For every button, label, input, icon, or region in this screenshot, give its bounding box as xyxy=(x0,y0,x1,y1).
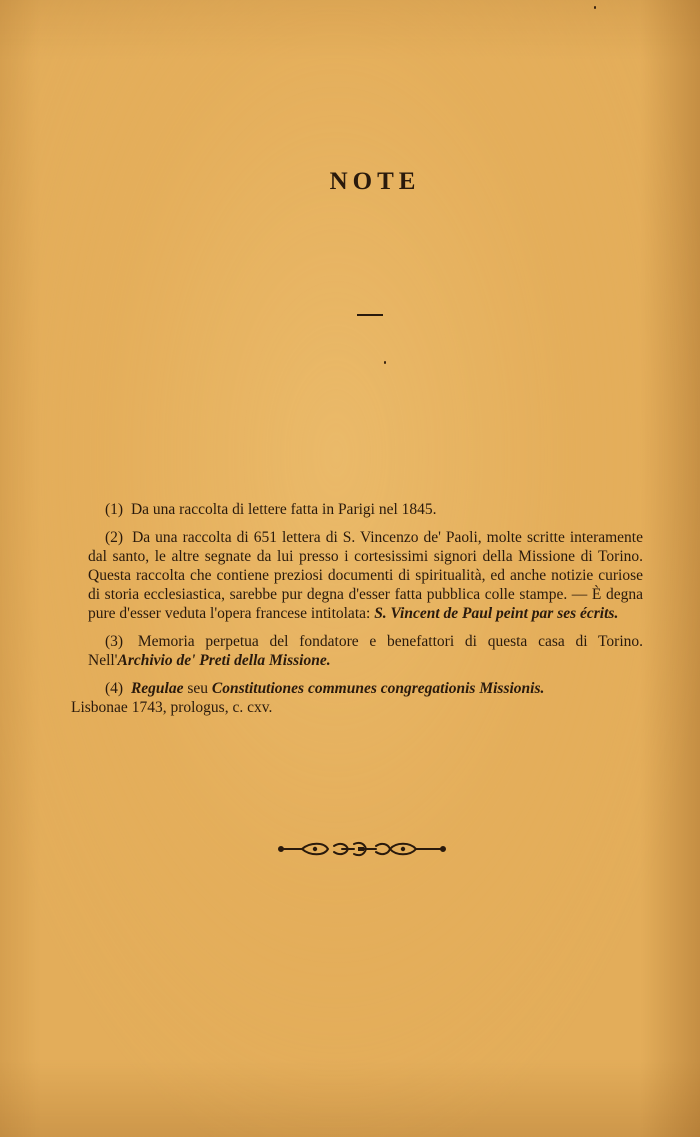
note-2 xyxy=(88,528,643,623)
tailpiece-ornament-icon xyxy=(278,838,446,860)
note-text: Da una raccolta di 651 lettera di S. Vincenzo de' Paoli, molte scritte interamente dal santo, le altre segnate da lui presso i cortesissimi signori della Missione di Torino. Questa raccolta che contiene preziosi documenti di spiritualità, ed anche notizie curiose di storia ecclesiastica, sarebbe pur degna d'esser fatta pubblica colle stampe. — È degna pure d'esser veduta l'opera francese intitolata: xyxy=(88,529,643,622)
note-cited-title: Regulae xyxy=(130,680,184,697)
note-3 xyxy=(88,632,643,670)
note-number: (2) xyxy=(105,529,124,546)
note-number: (4) xyxy=(105,680,124,697)
ink-speck xyxy=(594,6,596,9)
note-text: Memoria perpetua del fondatore e benefattori di questa casa di Torino. Nell' xyxy=(88,633,644,669)
note-text: seu xyxy=(187,680,209,697)
page-title: NOTE xyxy=(329,168,421,195)
note-1 xyxy=(88,500,643,519)
notes-section xyxy=(71,500,644,726)
note-number: (1) xyxy=(105,501,124,518)
note-4 xyxy=(71,679,643,717)
ink-speck xyxy=(384,361,386,364)
note-cited-title: Archivio de' Preti della Missione. xyxy=(117,652,331,669)
note-cited-title: S. Vincent de Paul peint par ses écrits. xyxy=(374,605,619,622)
note-text: Da una raccolta di lettere fatta in Parigi nel 1845. xyxy=(130,501,437,518)
title-divider-rule xyxy=(357,314,383,316)
note-cited-title: Constitutiones communes congregationis Missionis. xyxy=(211,680,545,697)
note-number: (3) xyxy=(105,633,124,650)
note-text: Lisbonae 1743, prologus, c. cxv. xyxy=(71,699,273,716)
